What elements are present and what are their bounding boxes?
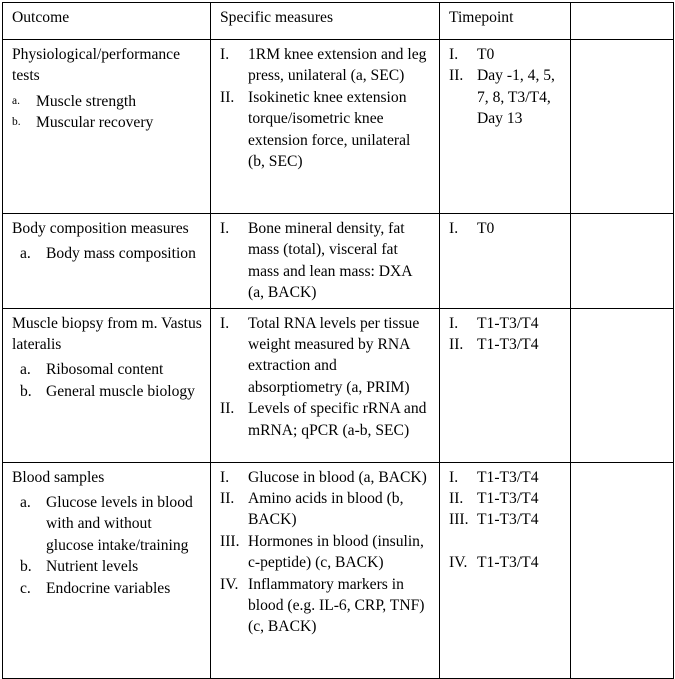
empty-cell: [571, 40, 674, 214]
outcome-title: Physiological/performance tests: [12, 46, 181, 85]
list-item: I. T0: [449, 46, 495, 63]
list-item: III. Hormones in blood (insulin, c-peptide) (c, BACK): [220, 532, 424, 572]
empty-cell: [571, 214, 674, 309]
list-item: a. Muscle strength: [12, 92, 137, 110]
outcome-title: Body composition measures: [12, 220, 189, 237]
list-item: b. Muscular recovery: [12, 114, 154, 132]
list-item: I. T1-T3/T4: [449, 468, 539, 486]
measures-cell: [211, 462, 440, 678]
measures-cell: [211, 40, 440, 214]
outcome-cell: [3, 40, 211, 214]
list-item: a. Glucose levels in blood with and without glucose intake/training: [20, 494, 193, 554]
list-item: IV. Inflammatory markers in blood (e.g. IL-6, CRP, TNF) (c, BACK): [220, 575, 425, 636]
list-item: I. Glucose in blood (a, BACK): [220, 468, 427, 486]
timepoint-cell: [440, 40, 571, 214]
list-item: I. Bone mineral density, fat mass (total), visceral fat mass and lean mass: DXA (a, BACK): [220, 220, 412, 302]
list-item: b. Nutrient levels: [20, 558, 139, 576]
list-item: I. T1-T3/T4: [449, 314, 539, 332]
timepoint-cell: [440, 308, 571, 462]
table-row: [3, 308, 674, 462]
outcome-cell: [3, 214, 211, 309]
outcome-title: Blood samples: [12, 468, 105, 486]
outcome-cell: [3, 308, 211, 462]
list-item: b. General muscle biology: [20, 382, 195, 400]
measures-list: [220, 44, 431, 172]
timepoint-list: [449, 467, 562, 574]
list-item: III. T1-T3/T4: [449, 511, 539, 529]
outcome-cell: [3, 462, 211, 678]
outcomes-table: [2, 2, 674, 679]
measures-list: [220, 467, 431, 638]
outcome-list: [12, 91, 202, 134]
measures-cell: [211, 214, 440, 309]
list-item: II. T1-T3/T4: [449, 336, 539, 354]
empty-cell: [571, 462, 674, 678]
header-specific-measures: Specific measures: [211, 3, 440, 40]
timepoint-cell: [440, 462, 571, 678]
list-item: II. Isokinetic knee extension torque/isometric knee extension force, unilateral (b, SEC): [220, 88, 411, 171]
table-row: [3, 462, 674, 678]
outcome-list: [12, 492, 202, 599]
list-item: II. Levels of specific rRNA and mRNA; qPCR (a-b, SEC): [220, 400, 427, 439]
timepoint-list: [449, 44, 562, 130]
list-item: IV. T1-T3/T4: [449, 553, 539, 571]
empty-cell: [571, 308, 674, 462]
table-row: [3, 40, 674, 214]
list-item: I. T0: [449, 220, 495, 237]
list-item: a. Ribosomal content: [20, 361, 164, 379]
timepoint-list: [449, 218, 562, 239]
outcome-list: [12, 243, 202, 264]
timepoint-cell: [440, 214, 571, 309]
list-item: II. T1-T3/T4: [449, 490, 539, 508]
outcome-list: [12, 359, 202, 402]
list-item: I. 1RM knee extension and leg press, unilateral (a, SEC): [220, 46, 427, 85]
list-item: I. Total RNA levels per tissue weight measured by RNA extraction and absorptiometry (a, PRIM): [220, 314, 420, 396]
spacer: [449, 531, 562, 552]
timepoint-list: [449, 313, 562, 356]
list-item: II. Amino acids in blood (b, BACK): [220, 490, 404, 529]
header-timepoint: Timepoint: [440, 3, 571, 40]
header-empty: [571, 3, 674, 40]
measures-list: [220, 218, 431, 304]
list-item: II. Day -1, 4, 5, 7, 8, T3/T4, Day 13: [449, 67, 555, 128]
measures-list: [220, 313, 431, 441]
list-item: a. Body mass composition: [20, 245, 196, 263]
measures-cell: [211, 308, 440, 462]
list-item: c. Endocrine variables: [20, 579, 171, 597]
header-row: [3, 3, 674, 40]
table-row: [3, 214, 674, 309]
header-outcome: Outcome: [3, 3, 211, 40]
outcome-title: Muscle biopsy from m. Vastus lateralis: [12, 314, 202, 354]
